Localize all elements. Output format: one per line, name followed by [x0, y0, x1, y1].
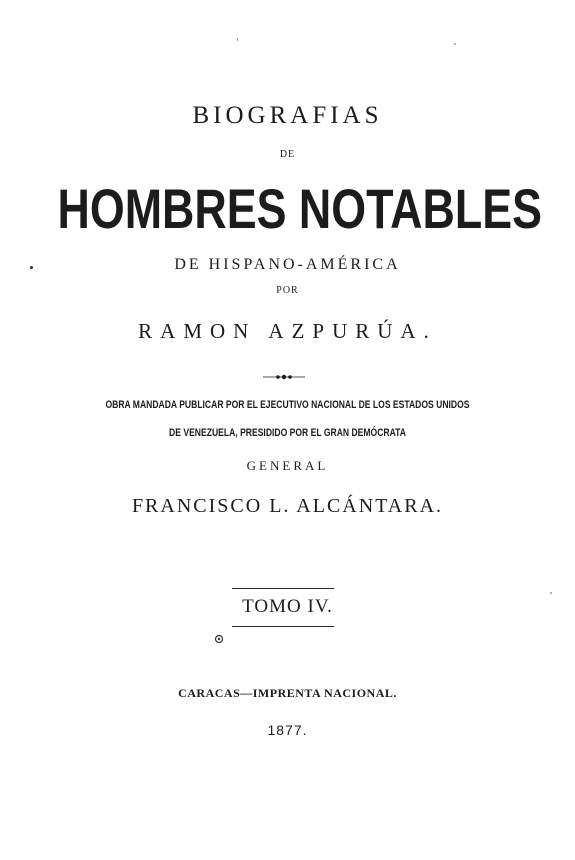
- imprint-publisher: CARACAS—IMPRENTA NACIONAL.: [178, 686, 397, 700]
- commission-line-1: OBRA MANDADA PUBLICAR POR EL EJECUTIVO NACIONAL DE LOS ESTADOS UNIDOS: [105, 399, 470, 411]
- patron-name: FRANCISCO L. ALCÁNTARA.: [131, 495, 444, 517]
- connector-por: POR: [276, 285, 299, 296]
- paper-speck: [454, 43, 456, 45]
- author-name: RAMON AZPURÚA.: [138, 319, 437, 343]
- paper-speck: [237, 38, 238, 41]
- printer-mark-icon: [213, 633, 225, 645]
- volume-rule-bottom: [232, 626, 334, 627]
- imprint-year: 1877.: [267, 722, 308, 738]
- rank-general: GENERAL: [246, 458, 329, 473]
- series-title: BIOGRAFIAS: [192, 102, 383, 129]
- paper-speck: [550, 592, 552, 594]
- volume-rule-top: [232, 588, 334, 589]
- main-title: HOMBRES NOTABLES: [57, 177, 543, 240]
- paper-speck: [30, 266, 33, 269]
- commission-line-2: DE VENEZUELA, PRESIDIDO POR EL GRAN DEMÓCRATA: [169, 427, 406, 439]
- ornament-rule-icon: [263, 373, 305, 381]
- connector-de: DE: [279, 149, 296, 160]
- volume-number: TOMO IV.: [242, 596, 333, 617]
- region-subtitle: DE HISPANO-AMÉRICA: [174, 256, 401, 273]
